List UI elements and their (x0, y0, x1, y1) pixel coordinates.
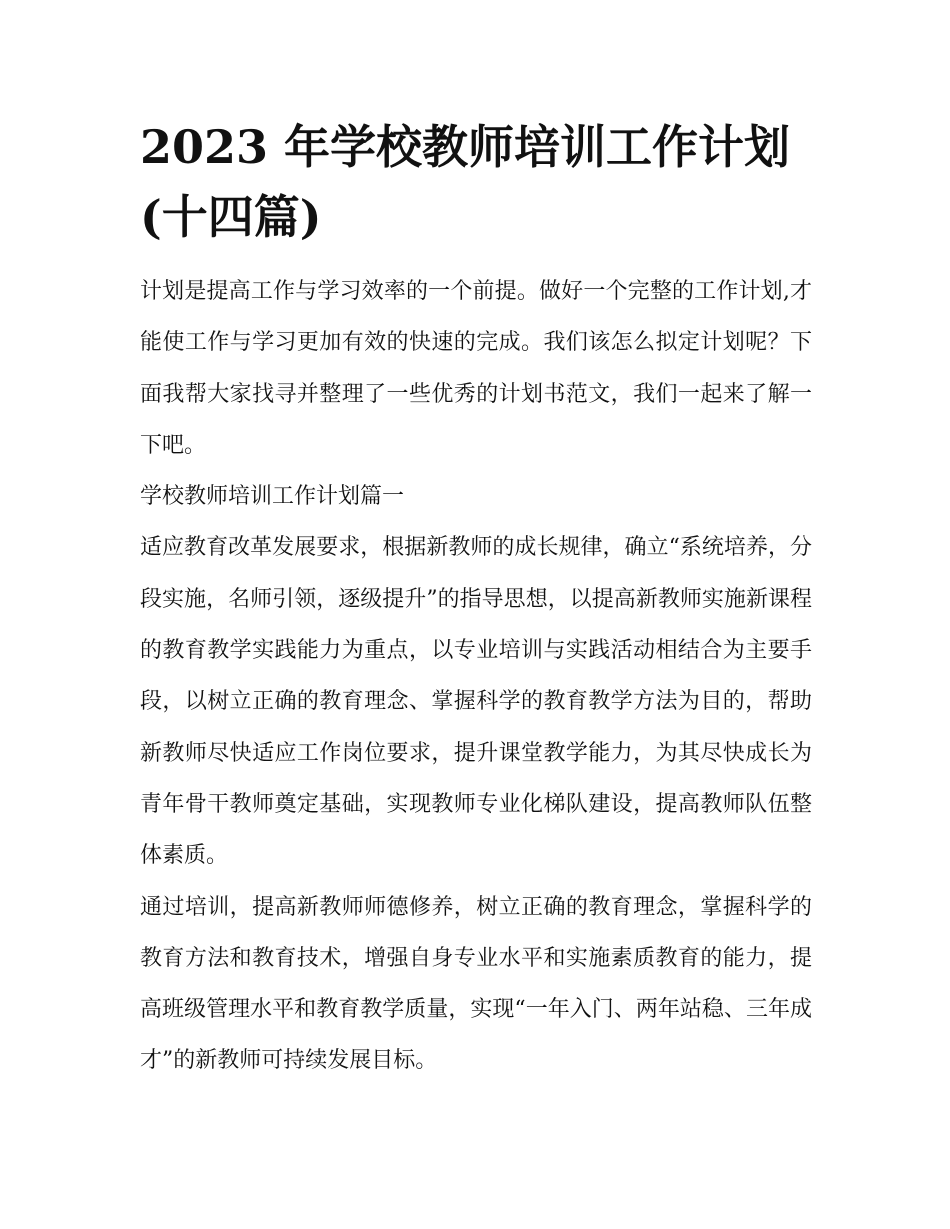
intro-paragraph: 计划是提高工作与学习效率的一个前提。做好一个完整的工作计划,才能使工作与学习更加有效的快速的完成。我们该怎么拟定计划呢？下面我帮大家找寻并整理了一些优秀的计划书范文，我们一起来了解一下吧。 (140, 279, 812, 458)
document-title: 2023 年学校教师培训工作计划(十四篇) (140, 120, 791, 244)
body-paragraph-2: 通过培训，提高新教师师德修养，树立正确的教育理念，掌握科学的教育方法和教育技术，增强自身专业水平和实施素质教育的能力，提高班级管理水平和教育教学质量，实现“一年入门、两年站稳、三年成才”的新教师可持续发展目标。 (140, 894, 812, 1074)
document-body (140, 112, 812, 1087)
body-paragraph-1: 适应教育改革发展要求，根据新教师的成长规律，确立“系统培养，分段实施，名师引领，逐级提升”的指导思想，以提高新教师实施新课程的教育教学实践能力为重点，以专业培训与实践活动相结合为主要手段，以树立正确的教育理念、掌握科学的教育教学方法为目的，帮助新教师尽快适应工作岗位要求，提升课堂教学能力，为其尽快成长为青年骨干教师奠定基础，实现教师专业化梯队建设，提高教师队伍整体素质。 (140, 535, 812, 869)
section-heading: 学校教师培训工作计划篇一 (140, 484, 405, 510)
